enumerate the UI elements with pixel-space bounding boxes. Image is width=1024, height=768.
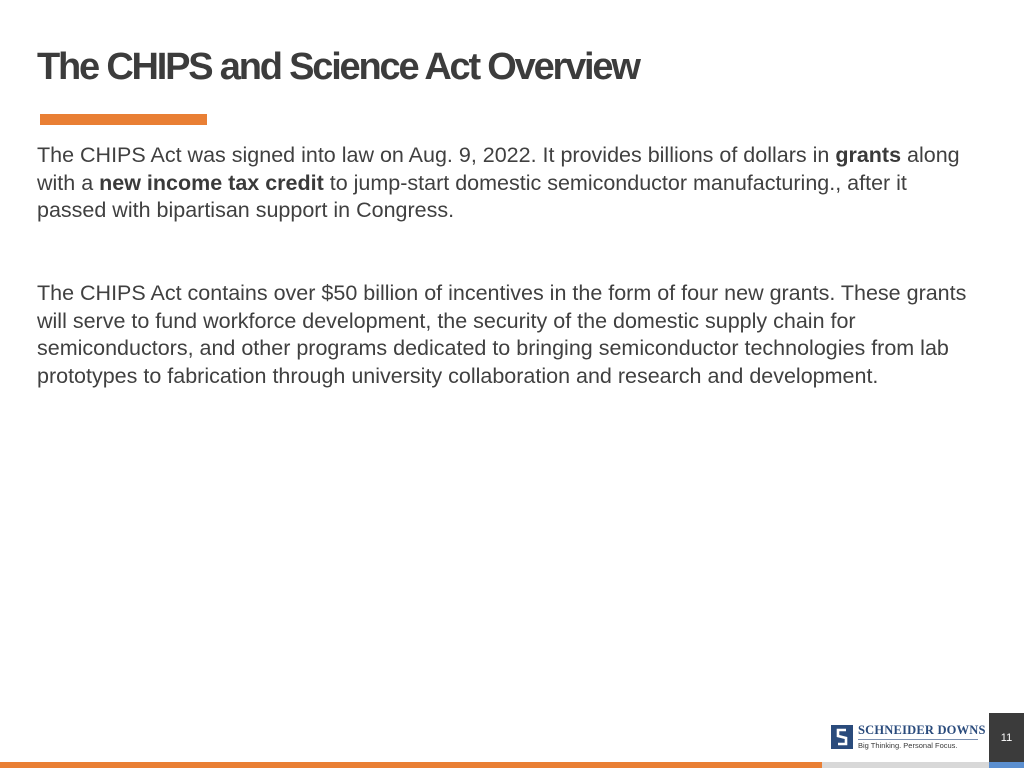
footer-bar-orange <box>0 762 822 768</box>
schneider-downs-logo <box>831 723 986 753</box>
intro-text-1: The CHIPS Act was signed into law on Aug. 9, 2022. It provides billions of dollars in <box>37 143 836 167</box>
logo-name: SCHNEIDER DOWNS <box>858 723 986 737</box>
incentives-paragraph: The CHIPS Act contains over $50 billion of incentives in the form of four new grants. These grants will serve to fund workforce development, the security of the domestic supply chain for semiconductors, and other programs dedicated to bringing semiconductor technologies from lab prototypes to fabrication through university collaboration and research and development. <box>37 281 967 388</box>
intro-text-3: to jump-start domestic semiconductor manufacturing., after it passed with bipartisan support in Congress. <box>37 170 907 223</box>
slide-title: The CHIPS and Science Act Overview <box>37 46 639 88</box>
footer-bar-gray <box>822 762 989 768</box>
intro-paragraph <box>37 142 967 225</box>
schneider-downs-logo-icon <box>831 725 853 749</box>
title-underline <box>40 114 207 125</box>
logo-divider <box>858 739 978 740</box>
intro-text-2: along with a <box>37 143 960 195</box>
footer-bar-blue <box>989 762 1024 768</box>
bold-tax-credit: new income tax credit <box>99 170 324 195</box>
page-number: 11 <box>989 713 1024 762</box>
bold-grants: grants <box>835 143 902 167</box>
logo-tagline: Big Thinking. Personal Focus. <box>858 741 958 750</box>
